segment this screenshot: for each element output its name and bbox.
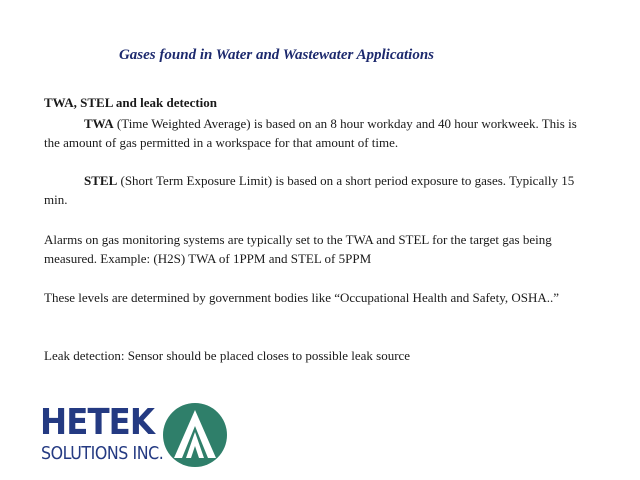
logo-subname: SOLUTIONS INC. xyxy=(41,443,164,464)
alarms-paragraph: Alarms on gas monitoring systems are typically set to the TWA and STEL for the target gas being measured. Example: (H2S) TWA of 1PPM and STEL of 5PPM xyxy=(44,232,552,266)
stel-text: (Short Term Exposure Limit) is based on a short period exposure to gases. Typically 15 min. xyxy=(44,173,575,207)
logo-mark-icon xyxy=(160,402,230,468)
logo-name: HETEK xyxy=(40,402,155,443)
stel-paragraph xyxy=(44,171,584,209)
slide-title: Gases found in Water and Wastewater Applications xyxy=(118,47,435,63)
leak-detection-paragraph: Leak detection: Sensor should be placed closes to possible leak source xyxy=(44,348,411,363)
company-logo xyxy=(40,402,230,472)
stel-term: STEL xyxy=(84,173,118,188)
twa-term: TWA xyxy=(84,116,114,131)
levels-paragraph: These levels are determined by government bodies like “Occupational Health and Safety, OSHA..” xyxy=(44,290,560,305)
twa-text: (Time Weighted Average) is based on an 8 hour workday and 40 hour workweek. This is the amount of gas permitted in a workspace for that amount of time. xyxy=(44,116,577,150)
section-heading: TWA, STEL and leak detection xyxy=(44,95,218,110)
twa-paragraph xyxy=(44,114,584,152)
